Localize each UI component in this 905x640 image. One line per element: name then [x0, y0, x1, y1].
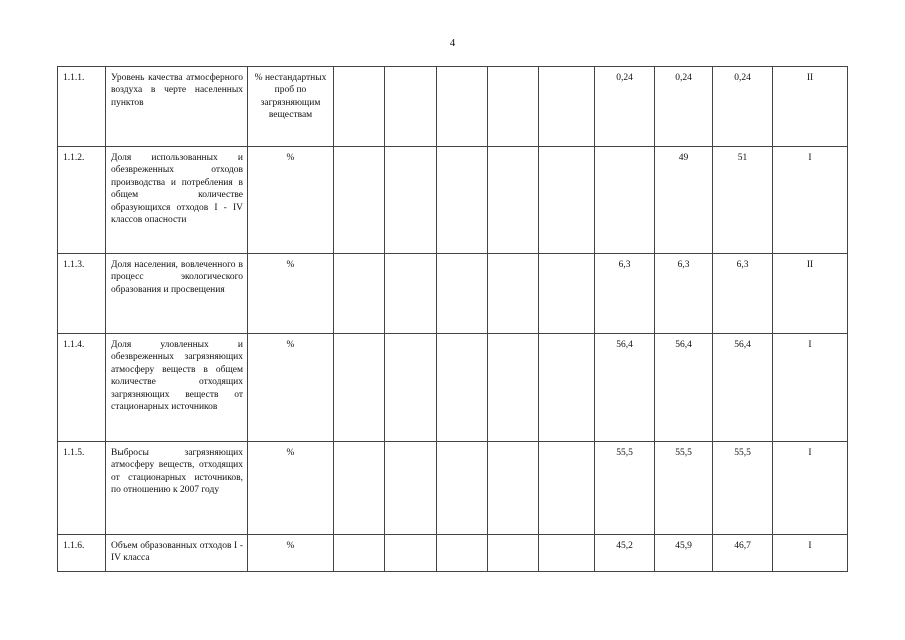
value-cell — [385, 334, 437, 442]
value-cell — [385, 67, 437, 147]
value-cell — [334, 442, 385, 535]
table-row — [58, 67, 848, 147]
value-cell: 45,2 — [595, 535, 655, 572]
value-cell — [488, 442, 539, 535]
value-cell: 56,4 — [595, 334, 655, 442]
value-cell — [334, 535, 385, 572]
value-cell: 55,5 — [595, 442, 655, 535]
value-cell — [437, 334, 488, 442]
value-cell: 6,3 — [655, 254, 713, 334]
indicator-name: Объем образованных отходов I - IV класса — [106, 535, 248, 572]
row-number: 1.1.5. — [58, 442, 106, 535]
row-number: 1.1.1. — [58, 67, 106, 147]
page-number: 4 — [449, 37, 456, 49]
value-cell: 51 — [713, 147, 773, 254]
value-cell — [334, 147, 385, 254]
table-row — [58, 442, 848, 535]
value-cell — [595, 147, 655, 254]
value-cell — [437, 254, 488, 334]
value-cell — [334, 67, 385, 147]
value-cell: 56,4 — [713, 334, 773, 442]
value-cell — [539, 67, 595, 147]
level-cell: II — [773, 254, 848, 334]
table-row — [58, 254, 848, 334]
value-cell — [488, 147, 539, 254]
value-cell: 0,24 — [655, 67, 713, 147]
value-cell — [539, 535, 595, 572]
indicator-name: Доля населения, вовлеченного в процесс экологического образования и просвещения — [106, 254, 248, 334]
unit-cell: % — [248, 535, 334, 572]
value-cell: 55,5 — [655, 442, 713, 535]
indicator-name: Выбросы загрязняющих атмосферу веществ, отходящих от стационарных источников, по отношению к 2007 году — [106, 442, 248, 535]
value-cell — [385, 147, 437, 254]
unit-cell: % — [248, 442, 334, 535]
value-cell — [334, 334, 385, 442]
table-row — [58, 147, 848, 254]
value-cell: 0,24 — [595, 67, 655, 147]
row-number: 1.1.6. — [58, 535, 106, 572]
value-cell: 6,3 — [595, 254, 655, 334]
value-cell — [385, 535, 437, 572]
value-cell: 46,7 — [713, 535, 773, 572]
value-cell — [539, 147, 595, 254]
value-cell — [437, 67, 488, 147]
value-cell — [385, 254, 437, 334]
value-cell — [539, 334, 595, 442]
value-cell: 45,9 — [655, 535, 713, 572]
value-cell — [539, 254, 595, 334]
unit-cell: % — [248, 147, 334, 254]
value-cell — [385, 442, 437, 535]
value-cell: 6,3 — [713, 254, 773, 334]
value-cell: 56,4 — [655, 334, 713, 442]
level-cell: II — [773, 67, 848, 147]
value-cell — [488, 535, 539, 572]
value-cell — [539, 442, 595, 535]
indicator-name: Доля использованных и обезвреженных отходов производства и потребления в общем количестве образующихся отходов I - IV классов опасности — [106, 147, 248, 254]
value-cell — [488, 67, 539, 147]
value-cell — [437, 442, 488, 535]
row-number: 1.1.2. — [58, 147, 106, 254]
value-cell — [437, 535, 488, 572]
level-cell: I — [773, 442, 848, 535]
level-cell: I — [773, 334, 848, 442]
value-cell — [488, 254, 539, 334]
value-cell — [488, 334, 539, 442]
value-cell: 55,5 — [713, 442, 773, 535]
row-number: 1.1.3. — [58, 254, 106, 334]
unit-cell: % нестандартных проб по загрязняющим веществам — [248, 67, 334, 147]
indicators-table — [57, 66, 848, 572]
value-cell — [334, 254, 385, 334]
indicator-name: Уровень качества атмосферного воздуха в черте населенных пунктов — [106, 67, 248, 147]
row-number: 1.1.4. — [58, 334, 106, 442]
level-cell: I — [773, 535, 848, 572]
table-row — [58, 334, 848, 442]
value-cell — [437, 147, 488, 254]
table-row — [58, 535, 848, 572]
unit-cell: % — [248, 334, 334, 442]
value-cell: 49 — [655, 147, 713, 254]
level-cell: I — [773, 147, 848, 254]
value-cell: 0,24 — [713, 67, 773, 147]
unit-cell: % — [248, 254, 334, 334]
indicator-name: Доля уловленных и обезвреженных загрязняющих атмосферу веществ в общем количестве отходящих загрязняющих веществ от стационарных источников — [106, 334, 248, 442]
